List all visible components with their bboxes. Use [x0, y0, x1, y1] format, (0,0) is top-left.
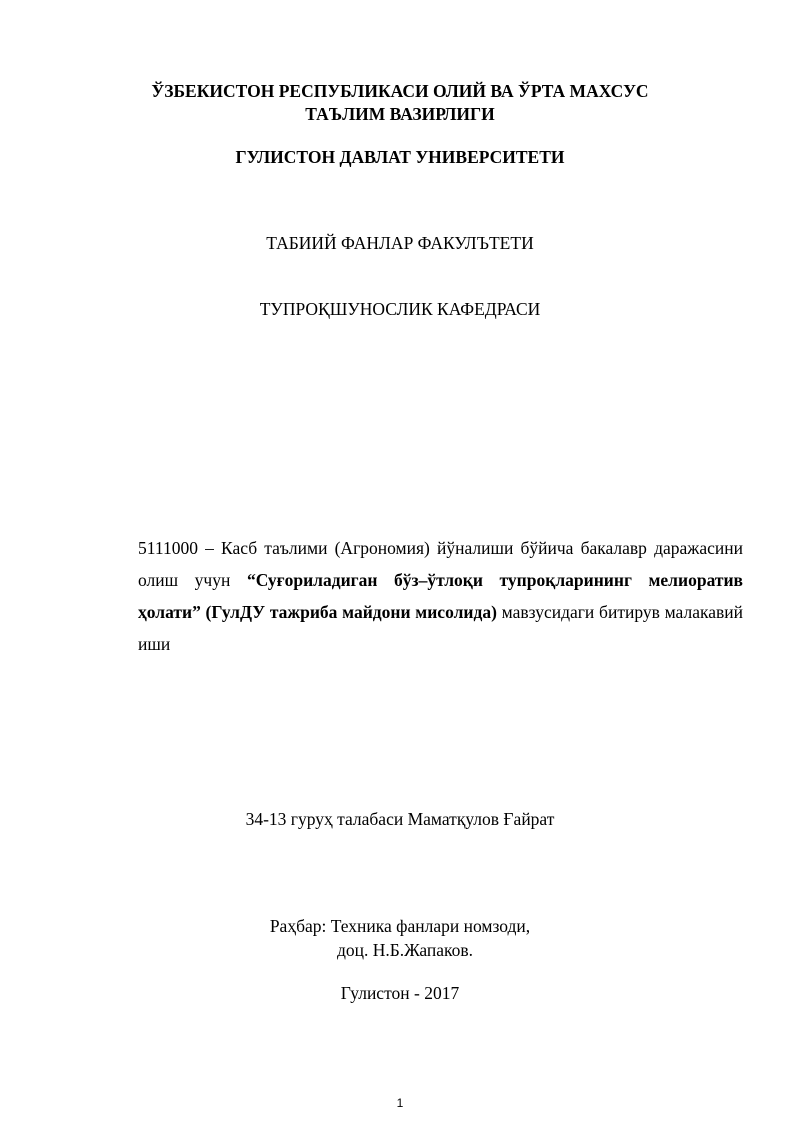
student-info: 34-13 гуруҳ талабаси Маматқулов Ғайрат — [245, 809, 555, 829]
thesis-title: “Суғориладиган бўз–ўтлоқи тупроқларининг мелиоратив ҳолати” (ГулДУ тажриба майдони мисолида) — [138, 570, 743, 622]
department-name: ТУПРОҚШУНОСЛИК КАФЕДРАСИ — [259, 299, 541, 319]
university-name: ГУЛИСТОН ДАВЛАТ УНИВЕРСИТЕТИ — [235, 147, 565, 167]
ministry-title-line1: ЎЗБЕКИСТОН РЕСПУБЛИКАСИ ОЛИЙ ВА ЎРТА МАХСУС — [151, 81, 649, 101]
thesis-outro: мавзусидаги битирув малакавий иши — [138, 602, 743, 654]
supervisor-line1: Раҳбар: Техника фанлари номзоди, — [269, 916, 531, 936]
page-number: 1 — [396, 1096, 404, 1110]
thesis-intro: 5111000 – Касб таълими (Агрономия) йўналиши бўйича бакалавр даражасини олиш учун — [138, 538, 743, 590]
supervisor-line2: доц. Н.Б.Жапаков. — [336, 940, 474, 960]
city-year: Гулистон - 2017 — [340, 983, 460, 1003]
faculty-name: ТАБИИЙ ФАНЛАР ФАКУЛЪТЕТИ — [266, 233, 534, 253]
ministry-title-line2: ТАЪЛИМ ВАЗИРЛИГИ — [305, 104, 495, 124]
thesis-description — [138, 532, 743, 660]
